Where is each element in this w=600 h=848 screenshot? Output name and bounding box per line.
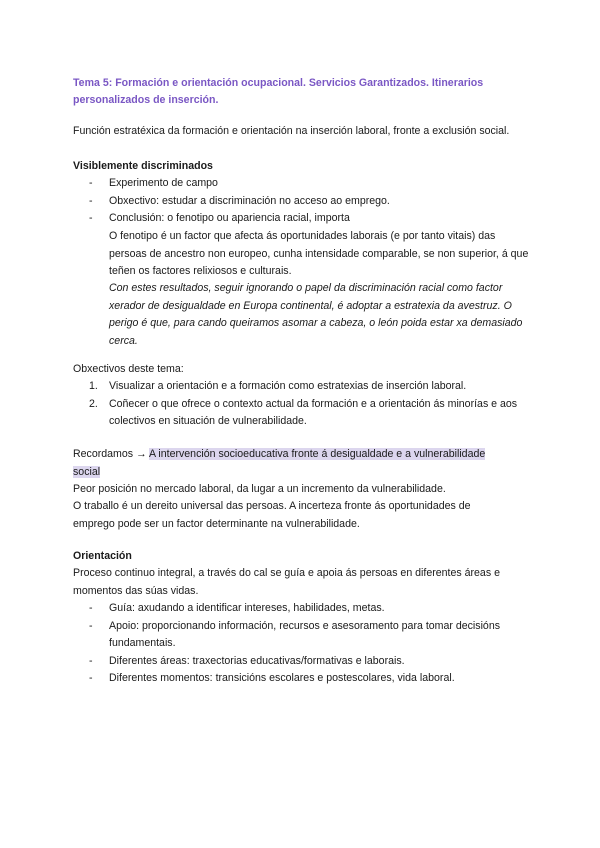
intro-paragraph: Función estratéxica da formación e orientación na inserción laboral, fronte a exclusión social. bbox=[73, 125, 510, 137]
list-item: - Guía: axudando a identificar intereses, habilidades, metas. bbox=[89, 600, 529, 618]
recall-line-2: O traballo é un dereito universal das persoas. A incerteza fronte ás oportunidades de emprego pode ser un factor determinante na vulnerabilidade. bbox=[73, 500, 471, 530]
list-number: 1. bbox=[89, 380, 98, 392]
list-item: - Conclusión: o fenotipo ou apariencia racial, importa bbox=[89, 210, 534, 228]
recall-lead: Recordamos → bbox=[73, 448, 149, 460]
list-item-text: Coñecer o que ofrece o contexto actual da formación e a orientación ás minorías e aos colectivos en situación de vulnerabilidade. bbox=[109, 397, 518, 427]
section-heading-obxectivos: Obxectivos deste tema: bbox=[73, 363, 184, 375]
objectives-list bbox=[89, 378, 529, 431]
list-item: - Apoio: proporcionando información, recursos e asesoramento para tomar decisións fundamentais. bbox=[89, 618, 529, 653]
recall-paragraph bbox=[73, 446, 513, 481]
section1-list bbox=[89, 175, 534, 228]
fenotipo-paragraph: O fenotipo é un factor que afecta ás oportunidades laborais (e por tanto vitais) das persoas de ancestro non europeo, cunha intensidade comparable, se non superior, á que teñen os factores relixiosos e culturais. bbox=[109, 230, 529, 277]
section-heading-orientacion: Orientación bbox=[73, 550, 132, 562]
list-number: 2. bbox=[89, 397, 98, 410]
highlighted-text: A intervención socioeducativa fronte á desigualdade e a vulnerabilidade social bbox=[73, 448, 486, 478]
quote-paragraph: Con estes resultados, seguir ignorando o papel da discriminación racial como factor xerador de desigualdade en Europa continental, é adoptar a estratexia da avestruz. O perigo é que, para cando queiramos asomar a cabeza, o león poida estar xa demasiado cerca. bbox=[109, 282, 523, 347]
recall-line-1: Peor posición no mercado laboral, da lugar a un incremento da vulnerabilidade. bbox=[73, 483, 446, 495]
list-item: - Diferentes momentos: transicións escolares e postescolares, vida laboral. bbox=[89, 670, 529, 688]
section-heading-visiblemente: Visiblemente discriminados bbox=[73, 160, 213, 172]
orientacion-list bbox=[89, 600, 529, 688]
orientacion-paragraph: Proceso continuo integral, a través do cal se guía e apoia ás persoas en diferentes áreas e momentos das súas vidas. bbox=[73, 567, 500, 597]
list-item bbox=[89, 396, 529, 431]
list-item: - Diferentes áreas: traxectorias educativas/formativas e laborais. bbox=[89, 653, 529, 671]
list-item-text: Visualizar a orientación e a formación como estratexias de inserción laboral. bbox=[109, 380, 467, 392]
list-item: - Obxectivo: estudar a discriminación no acceso ao emprego. bbox=[89, 193, 534, 211]
list-item bbox=[89, 378, 529, 396]
document-title: Tema 5: Formación e orientación ocupacional. Servicios Garantizados. Itinerarios personalizados de inserción. bbox=[73, 77, 484, 106]
list-item: - Experimento de campo bbox=[89, 175, 534, 193]
